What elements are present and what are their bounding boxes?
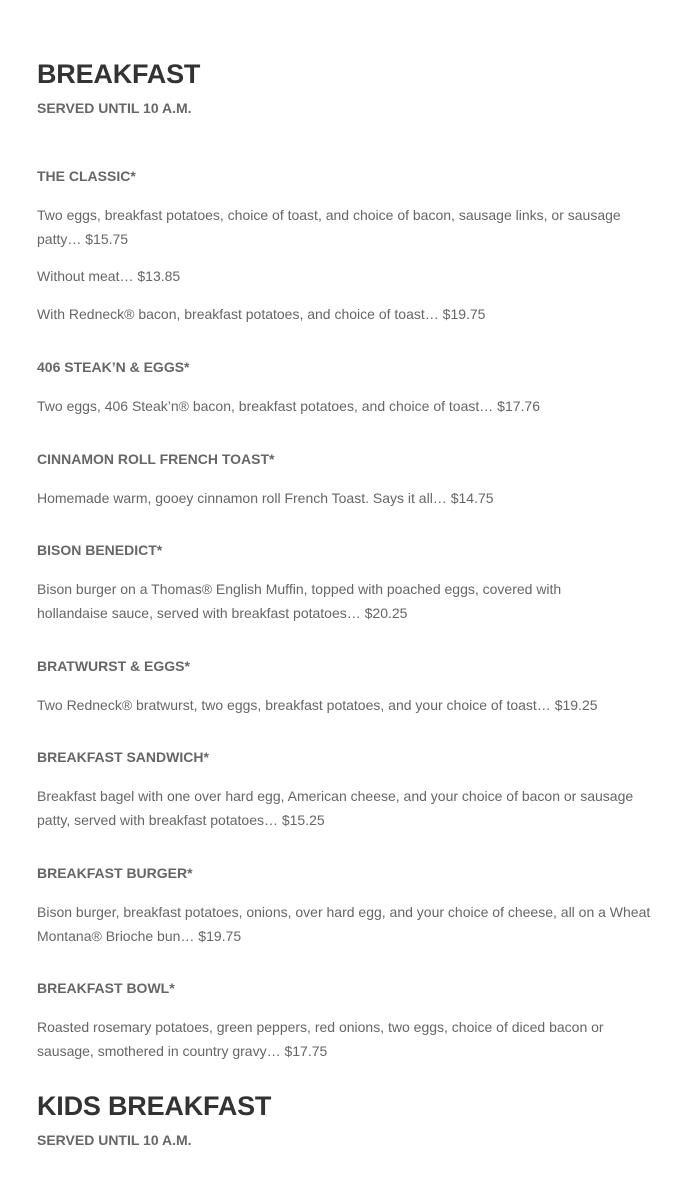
menu-item-name: 406 STEAK’N & EGGS* (37, 359, 190, 375)
menu-item-name: CINNAMON ROLL FRENCH TOAST* (37, 451, 275, 467)
breakfast-section-subtitle: SERVED UNTIL 10 A.M. (37, 100, 192, 116)
menu-item-description: Two eggs, 406 Steak’n® bacon, breakfast potatoes, and choice of toast… $17.76 (37, 398, 540, 414)
menu-item-name: BREAKFAST BOWL* (37, 980, 175, 996)
menu-item-name: BRATWURST & EGGS* (37, 658, 190, 674)
menu-item-description: Without meat… $13.85 (37, 268, 181, 284)
menu-item-description: With Redneck® bacon, breakfast potatoes, and choice of toast… $19.75 (37, 306, 486, 322)
kids-breakfast-section-subtitle: SERVED UNTIL 10 A.M. (37, 1132, 192, 1148)
menu-item-description: Bison burger, breakfast potatoes, onions, over hard egg, and your choice of cheese, all on a Wheat Montana® Brioche bun… $19.75 (37, 904, 651, 944)
menu-item-name: BREAKFAST BURGER* (37, 865, 193, 881)
menu-item-name: BISON BENEDICT* (37, 542, 163, 558)
menu-item-name: BREAKFAST SANDWICH* (37, 749, 209, 765)
kids-breakfast-section-title: KIDS BREAKFAST (37, 1091, 272, 1121)
menu-item-description: Homemade warm, gooey cinnamon roll French Toast. Says it all… $14.75 (37, 490, 494, 506)
menu-item-name: THE CLASSIC* (37, 168, 136, 184)
menu-item-description: Roasted rosemary potatoes, green peppers, red onions, two eggs, choice of diced bacon or sausage, smothered in country gravy… $17.75 (37, 1019, 604, 1059)
breakfast-section-title: BREAKFAST (37, 59, 201, 89)
menu-item-description: Two eggs, breakfast potatoes, choice of toast, and choice of bacon, sausage links, or sausage patty… $15.75 (37, 207, 621, 247)
menu-item-description: Bison burger on a Thomas® English Muffin, topped with poached eggs, covered with hollandaise sauce, served with breakfast potatoes… $20.25 (37, 581, 562, 621)
menu-item-description: Two Redneck® bratwurst, two eggs, breakfast potatoes, and your choice of toast… $19.25 (37, 697, 598, 713)
menu-item-description: Breakfast bagel with one over hard egg, American cheese, and your choice of bacon or sausage patty, served with breakfast potatoes… $15.25 (37, 788, 634, 828)
